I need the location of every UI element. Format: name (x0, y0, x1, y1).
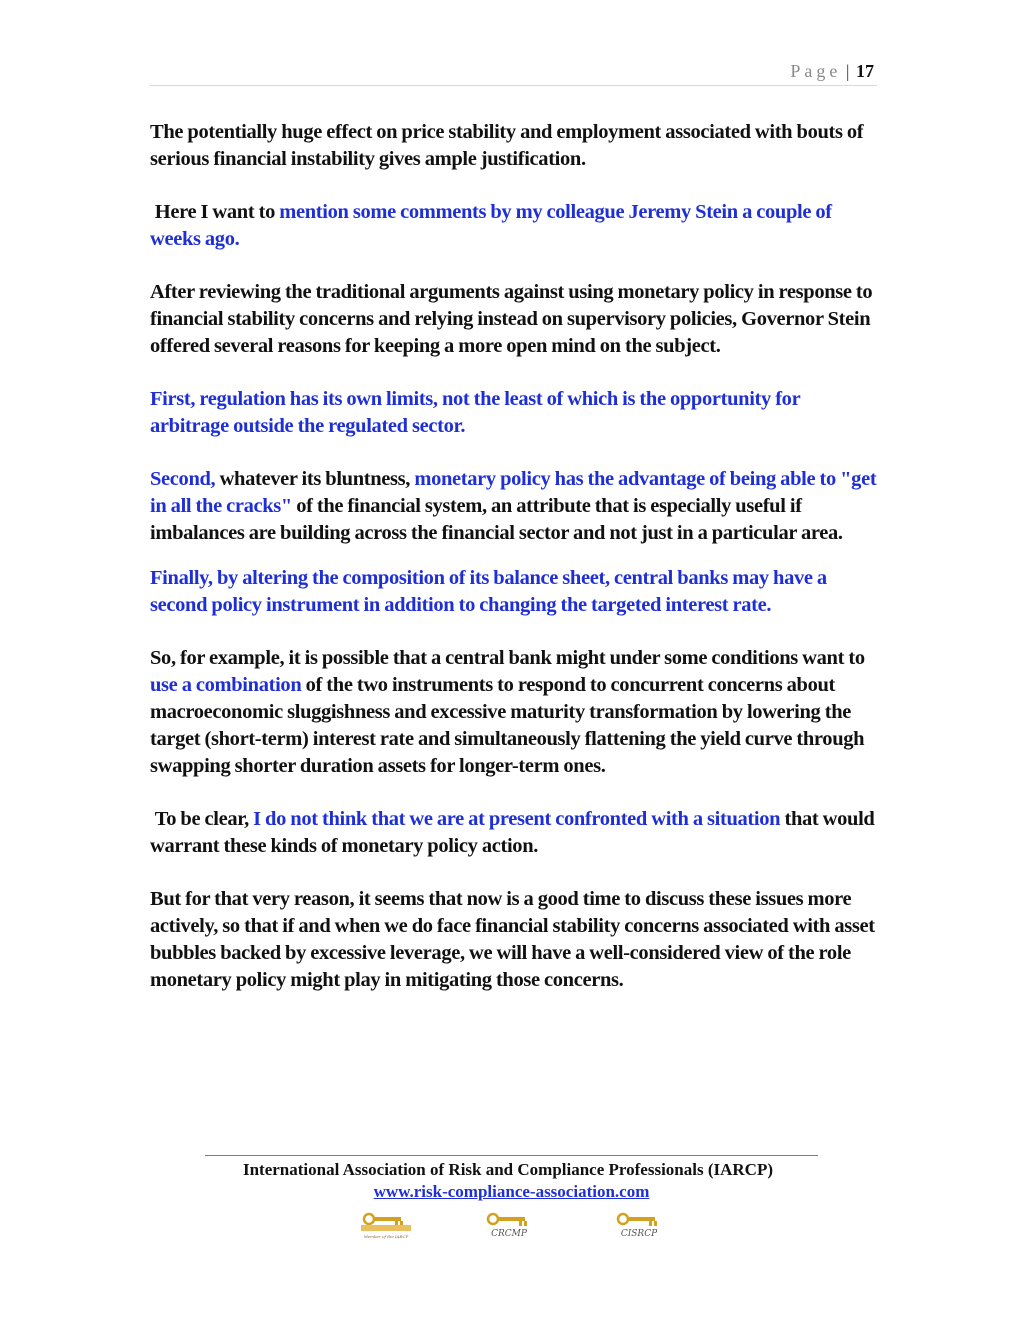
page-number: 17 (856, 61, 874, 81)
paragraph-2-highlight: mention some comments by my colleague Jeremy Stein a couple of weeks ago. (150, 201, 832, 250)
crcmp-badge (484, 1212, 534, 1240)
paragraph-7 (150, 645, 877, 780)
paragraph-2-text: Here I want to (150, 201, 280, 223)
paragraph-9 (150, 886, 877, 994)
paragraph-3-text: After reviewing the traditional arguments against using monetary policy in response to financial stability concerns and relying instead on supervisory policies, Governor Stein offered several reasons for keeping a more open mind on the subject. (150, 281, 873, 357)
iarcp-member-badge (361, 1212, 411, 1240)
badge-caption-member: Member of the IARCP (363, 1234, 409, 1239)
paragraph-7-text-a: So, for example, it is possible that a central bank might under some conditions want to (150, 647, 865, 669)
footer-website-link[interactable]: www.risk-compliance-association.com (373, 1182, 650, 1201)
paragraph-7-highlight: use a combination (150, 674, 302, 696)
paragraph-8-text-b: that would warrant these kinds of monetary policy action. (150, 808, 875, 857)
paragraph-5-text-b: of the financial system, an attribute that is especially useful if imbalances are building across the financial sector and not just in a particular area. (150, 495, 843, 544)
paragraph-3 (150, 279, 877, 360)
paragraph-4 (150, 386, 877, 440)
paragraph-1-text: The potentially huge effect on price stability and employment associated with bouts of serious financial instability gives ample justification. (150, 121, 864, 170)
page-indicator (790, 61, 874, 81)
key-icon (484, 1212, 534, 1228)
document-body (150, 119, 877, 1020)
cisrcp-badge (614, 1212, 664, 1240)
footer-divider (205, 1155, 818, 1156)
paragraph-8-text-a: To be clear, (150, 808, 254, 830)
paragraph-5-lead: Second, (150, 468, 216, 490)
key-icon (361, 1212, 411, 1232)
paragraph-5-highlight: monetary policy has the advantage of being able to "get in all the cracks" (150, 468, 877, 517)
paragraph-4-text: First, regulation has its own limits, not the least of which is the opportunity for arbitrage outside the regulated sector. (150, 388, 800, 437)
paragraph-9-text: But for that very reason, it seems that now is a good time to discuss these issues more actively, so that if and when we do face financial stability concerns associated with asset bubbles backed by excessive leverage, we will have a well-considered view of the role monetary policy might play in mitigating those concerns. (150, 888, 875, 991)
paragraph-8 (150, 806, 877, 860)
page-header (150, 60, 877, 86)
paragraph-7-text-b: of the two instruments to respond to concurrent concerns about macroeconomic sluggishness and excessive maturity transformation by lowering the target (short-term) interest rate and simultaneously flattening the yield curve through swapping shorter duration assets for longer-term ones. (150, 674, 865, 777)
paragraph-5-text-a: whatever its bluntness, (215, 468, 415, 490)
paragraph-5 (150, 466, 877, 547)
badge-caption-crcmp: CRCMP (491, 1229, 527, 1239)
paragraph-2 (150, 199, 877, 253)
paragraph-6-text: Finally, by altering the composition of its balance sheet, central banks may have a second policy instrument in addition to changing the targeted interest rate. (150, 567, 827, 616)
key-icon (614, 1212, 664, 1228)
page-label: Page (790, 61, 842, 81)
footer-organization: International Association of Risk and Compliance Professionals (IARCP) (242, 1160, 774, 1179)
paragraph-6 (150, 565, 877, 619)
paragraph-8-highlight: I do not think that we are at present confronted with a situation (253, 808, 781, 830)
page-separator: | (845, 61, 850, 81)
paragraph-1 (150, 119, 877, 173)
badge-caption-cisrcp: CISRCP (620, 1229, 658, 1239)
